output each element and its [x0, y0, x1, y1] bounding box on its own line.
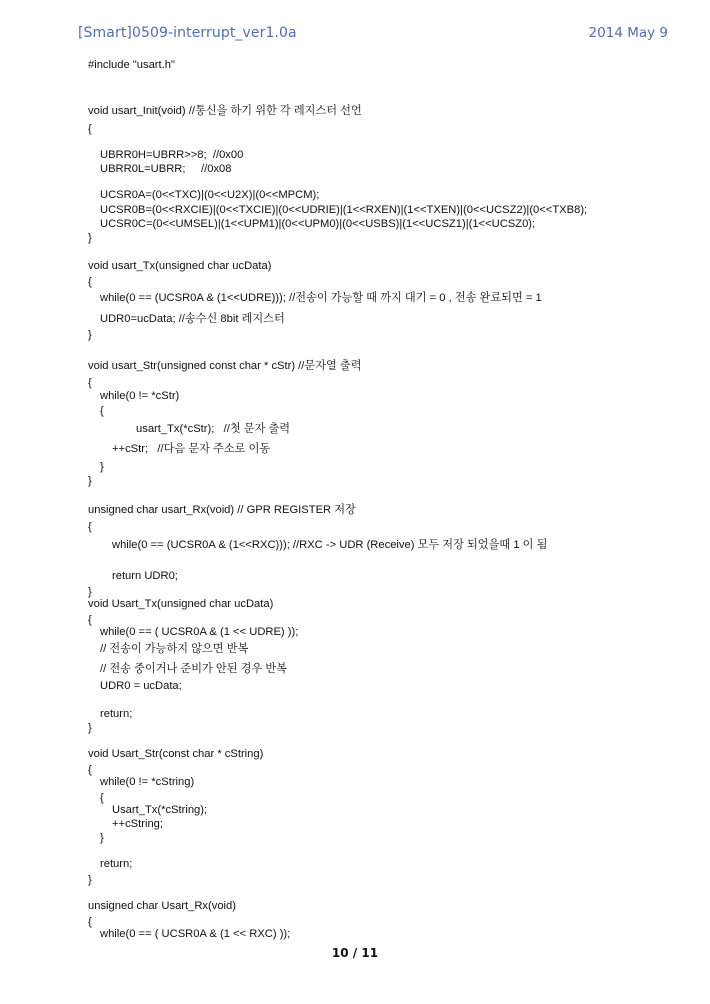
code-line: return UDR0; [112, 570, 178, 582]
code-line: } [100, 832, 104, 844]
code-line: { [88, 521, 92, 533]
code-line: } [88, 722, 92, 734]
code-line: { [88, 764, 92, 776]
code-line: { [88, 614, 92, 626]
code-line: { [88, 916, 92, 928]
code-line: // 전송 중이거나 준비가 안된 경우 반복 [100, 663, 287, 675]
code-line: while(0 == ( UCSR0A & (1 << UDRE) )); [100, 626, 299, 638]
code-line: return; [100, 708, 133, 720]
code-line: { [100, 405, 104, 417]
code-line: } [88, 329, 92, 341]
document-date: 2014 May 9 [588, 25, 668, 41]
code-line: } [88, 586, 92, 598]
page-number: 10 / 11 [331, 946, 379, 960]
code-line: UBRR0H=UBRR>>8; //0x00 [100, 149, 244, 161]
code-line: UCSR0C=(0<<UMSEL)|(1<<UPM1)|(0<<UPM0)|(0<<USBS)|(1<<UCSZ1)|(1<<UCSZ0); [100, 218, 536, 230]
code-line: while(0 == (UCSR0A & (1<<RXC))); //RXC -> UDR (Receive) 모두 저장 되었을때 1 이 됨 [112, 539, 548, 551]
code-line: void Usart_Tx(unsigned char ucData) [88, 598, 274, 610]
code-line: } [88, 232, 92, 244]
code-line: { [88, 123, 92, 135]
code-line: while(0 != *cStr) [100, 390, 180, 402]
code-line: void usart_Init(void) //통신을 하기 위한 각 레지스터 선언 [88, 105, 362, 117]
code-line: ++cStr; //다음 문자 주소로 이동 [112, 443, 271, 455]
code-line: } [88, 475, 92, 487]
code-line: void usart_Str(unsigned const char * cStr) //문자열 출력 [88, 360, 362, 372]
code-line: return; [100, 858, 133, 870]
code-line: // 전송이 가능하지 않으면 반복 [100, 643, 249, 655]
code-line: UDR0 = ucData; [100, 680, 182, 692]
code-line: #include "usart.h" [88, 59, 175, 71]
code-line: { [88, 377, 92, 389]
code-line: } [100, 461, 104, 473]
code-line: ++cString; [112, 818, 163, 830]
code-line: } [88, 874, 92, 886]
document-title: [Smart]0509-interrupt_ver1.0a [78, 25, 297, 41]
code-line: UBRR0L=UBRR; //0x08 [100, 163, 232, 175]
code-line: unsigned char Usart_Rx(void) [88, 900, 236, 912]
code-line: while(0 == (UCSR0A & (1<<UDRE))); //전송이 가능할 때 까지 대기 = 0 , 전송 완료되면 = 1 [100, 292, 542, 304]
code-line: void usart_Tx(unsigned char ucData) [88, 260, 272, 272]
code-line: void Usart_Str(const char * cString) [88, 748, 264, 760]
code-line: UCSR0B=(0<<RXCIE)|(0<<TXCIE)|(0<<UDRIE)|(1<<RXEN)|(1<<TXEN)|(0<<UCSZ2)|(0<<TXB8); [100, 204, 588, 216]
code-line: { [88, 276, 92, 288]
code-line: UDR0=ucData; //송수신 8bit 레지스터 [100, 313, 285, 325]
code-line: while(0 == ( UCSR0A & (1 << RXC) )); [100, 928, 291, 940]
code-line: while(0 != *cString) [100, 776, 195, 788]
code-line: usart_Tx(*cStr); //첫 문자 출력 [136, 423, 291, 435]
code-line: UCSR0A=(0<<TXC)|(0<<U2X)|(0<<MPCM); [100, 189, 320, 201]
code-line: unsigned char usart_Rx(void) // GPR REGISTER 저장 [88, 504, 356, 516]
code-line: Usart_Tx(*cString); [112, 804, 208, 816]
code-line: { [100, 792, 104, 804]
